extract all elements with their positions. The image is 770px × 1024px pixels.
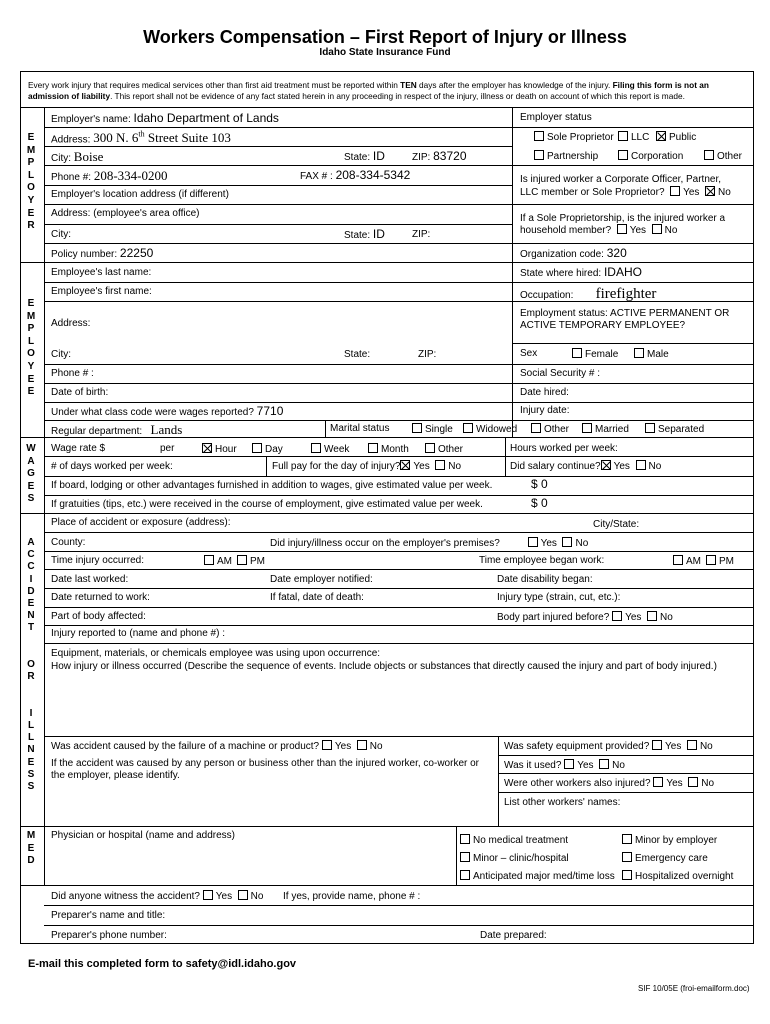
date-last-worked-field[interactable]: Date last worked: — [51, 574, 129, 585]
month-checkbox[interactable]: Month — [368, 443, 409, 455]
household-question: If a Sole Proprietorship, is the injured worker a — [520, 213, 726, 224]
marital-status-label: Marital status — [330, 423, 390, 434]
employer-state-field[interactable]: State: ID — [344, 149, 385, 163]
hours-per-week-field[interactable]: Hours worked per week: — [510, 443, 618, 454]
injury-date-field[interactable]: Injury date: — [520, 405, 570, 416]
employer-status-heading: Employer status — [520, 112, 592, 123]
state-hired-field[interactable]: State where hired: IDAHO — [520, 265, 642, 279]
policy-number-field[interactable]: Policy number: 22250 — [51, 246, 154, 260]
date-employer-notified-field[interactable]: Date employer notified: — [270, 574, 373, 585]
preparer-phone-field[interactable]: Preparer's phone number: — [51, 930, 167, 941]
county-field[interactable]: County: — [51, 537, 86, 548]
week-checkbox[interactable]: Week — [311, 443, 349, 455]
male-checkbox[interactable]: Male — [634, 348, 669, 360]
partnership-checkbox[interactable]: Partnership — [534, 150, 598, 162]
full-pay-question: Full pay for the day of injury? Yes No — [272, 461, 462, 472]
time-injury-field[interactable]: Time injury occurred: — [51, 555, 144, 566]
physician-field[interactable]: Physician or hospital (name and address) — [51, 830, 235, 841]
minor-employer-checkbox[interactable]: Minor by employer — [622, 834, 717, 846]
side-label-wages: W A G E S — [26, 443, 36, 505]
widowed-checkbox[interactable]: Widowed — [463, 423, 517, 435]
time-began-pm-checkbox[interactable]: PM — [706, 555, 734, 567]
employee-state-field[interactable]: State: — [344, 349, 371, 360]
hospitalized-checkbox[interactable]: Hospitalized overnight — [622, 870, 733, 882]
minor-clinic-checkbox[interactable]: Minor – clinic/hospital — [460, 852, 569, 864]
email-instruction: E-mail this completed form to safety@idl.idaho.gov — [28, 958, 297, 970]
employment-status-question: Employment status: ACTIVE PERMANENT OR — [520, 308, 730, 319]
organization-code-field[interactable]: Organization code: 320 — [520, 246, 627, 260]
board-lodging-label: If board, lodging or other advantages furnished in addition to wages, give estimated value per week. — [51, 480, 493, 491]
city-state-field[interactable]: City/State: — [593, 519, 640, 530]
premises-question: Did injury/illness occur on the employer's premises? Yes No — [270, 538, 589, 549]
body-part-before-question: Body part injured before? Yes No — [497, 612, 673, 623]
employer-city2-field[interactable]: City: — [51, 229, 71, 240]
form-subtitle: Idaho State Insurance Fund — [319, 47, 451, 58]
anticipated-major-checkbox[interactable]: Anticipated major med/time loss — [460, 870, 615, 882]
body-part-field[interactable]: Part of body affected: — [51, 611, 146, 622]
date-of-birth-field[interactable]: Date of birth: — [51, 387, 109, 398]
side-label-med: M E D — [26, 830, 36, 867]
employee-zip-field[interactable]: ZIP: — [418, 349, 437, 360]
employee-last-name-field[interactable]: Employee's last name: — [51, 267, 152, 278]
emergency-care-checkbox[interactable]: Emergency care — [622, 852, 708, 864]
how-occurred-field[interactable]: How injury or illness occurred (Describe the sequence of events. Include objects or substances that directly caused the injury and part of body injured.) — [51, 661, 717, 672]
date-hired-field[interactable]: Date hired: — [520, 387, 569, 398]
employer-zip2-field[interactable]: ZIP: — [412, 229, 431, 240]
machine-failure-question: Was accident caused by the failure of a machine or product? Yes No — [51, 741, 383, 752]
wage-other-checkbox[interactable]: Other — [425, 443, 463, 455]
household-question-line2: household member? Yes No — [520, 225, 678, 236]
gratuities-value[interactable]: $ 0 — [531, 496, 548, 510]
sole-proprietor-checkbox[interactable]: Sole Proprietor — [534, 131, 614, 143]
no-treatment-checkbox[interactable]: No medical treatment — [460, 834, 568, 846]
date-of-death-field[interactable]: If fatal, date of death: — [270, 592, 364, 603]
preparer-name-field[interactable]: Preparer's name and title: — [51, 910, 166, 921]
female-checkbox[interactable]: Female — [572, 348, 618, 360]
caused-by-question: If the accident was caused by any person or business other than the injured worker, co-worker or — [51, 758, 480, 769]
day-checkbox[interactable]: Day — [252, 443, 283, 455]
equipment-field[interactable]: Equipment, materials, or chemicals employee was using upon occurrence: — [51, 648, 381, 659]
officer-question-line2: LLC member or Sole Proprietor? Yes No — [520, 187, 731, 198]
time-began-field[interactable]: Time employee began work: — [479, 555, 605, 566]
time-injury-pm-checkbox[interactable]: PM — [237, 555, 265, 567]
form-id: SIF 10/05E (froi-emailform.doc) — [638, 984, 750, 993]
time-injury-am-checkbox[interactable]: AM — [204, 555, 232, 567]
employer-address-field[interactable]: Address: 300 N. 6th Street Suite 103 — [51, 130, 231, 146]
llc-checkbox[interactable]: LLC — [618, 131, 649, 143]
employer-location-label: Employer's location address (if different) — [51, 189, 229, 200]
public-checkbox[interactable]: Public — [656, 131, 696, 143]
other-workers-names-field[interactable]: List other workers' names: — [504, 797, 621, 808]
date-returned-field[interactable]: Date returned to work: — [51, 592, 150, 603]
employment-status-question-line2: ACTIVE TEMPORARY EMPLOYEE? — [520, 320, 686, 331]
regular-department-field[interactable]: Regular department: Lands — [51, 422, 183, 437]
gratuities-label: If gratuities (tips, etc.) were received in the course of employment, give estimated value per week. — [51, 499, 483, 510]
other-workers-question: Were other workers also injured? Yes No — [504, 778, 715, 789]
employee-first-name-field[interactable]: Employee's first name: — [51, 286, 152, 297]
safety-used-question: Was it used? Yes No — [504, 760, 625, 771]
form-title: Workers Compensation – First Report of Injury or Illness — [143, 27, 627, 47]
date-prepared-field[interactable]: Date prepared: — [480, 930, 547, 941]
days-per-week-field[interactable]: # of days worked per week: — [51, 461, 173, 472]
witness-provide-field[interactable]: If yes, provide name, phone # : — [283, 891, 421, 902]
single-checkbox[interactable]: Single — [412, 423, 453, 435]
employee-city-field[interactable]: City: — [51, 349, 71, 360]
board-lodging-value[interactable]: $ 0 — [531, 477, 548, 491]
date-disability-field[interactable]: Date disability began: — [497, 574, 593, 585]
injury-type-field[interactable]: Injury type (strain, cut, etc.): — [497, 592, 621, 603]
marital-other-checkbox[interactable]: Other — [531, 423, 569, 435]
side-label-employee: E M P L O Y E E — [26, 298, 36, 398]
witness-question: Did anyone witness the accident? Yes No — [51, 891, 264, 902]
social-security-field[interactable]: Social Security # : — [520, 368, 601, 379]
notice-text: Every work injury that requires medical services other than first aid treatment must be reported within TEN days after the employer has knowledge of the injury. Filing this form is not an admission of liability. This report shall not be evidence of any fact stated herein in any proceeding in respect of the injury, illness or death on account of which this report is made. — [28, 80, 709, 101]
side-label-accident-or-illness: A C C I D E N T O R I L L N E S S — [27, 537, 35, 793]
salary-continue-question: Did salary continue? Yes No — [510, 461, 662, 472]
hour-checkbox[interactable]: Hour — [202, 443, 237, 455]
side-label-employer: E M P L O Y E R — [26, 132, 36, 232]
place-of-accident-field[interactable]: Place of accident or exposure (address): — [51, 517, 231, 528]
other-status-checkbox[interactable]: Other — [704, 150, 742, 162]
separated-checkbox[interactable]: Separated — [645, 423, 704, 435]
employee-address-field[interactable]: Address: — [51, 318, 91, 329]
wage-per-label: per — [160, 443, 175, 454]
class-code-field[interactable]: Under what class code were wages reported? 7710 — [51, 404, 284, 418]
sex-label: Sex — [520, 348, 538, 359]
time-began-am-checkbox[interactable]: AM — [673, 555, 701, 567]
employee-phone-field[interactable]: Phone # : — [51, 368, 94, 379]
employer-address2-field[interactable]: Address: (employee's area office) — [51, 208, 200, 219]
employer-phone-field[interactable]: Phone #: 208-334-0200 — [51, 168, 168, 183]
married-checkbox[interactable]: Married — [582, 423, 629, 435]
corporation-checkbox[interactable]: Corporation — [618, 150, 683, 162]
employer-city-field[interactable]: City: Boise — [51, 149, 104, 164]
safety-equipment-question: Was safety equipment provided? Yes No — [504, 741, 713, 752]
caused-by-question-line2: the employer, please identify. — [51, 770, 180, 781]
wage-rate-field[interactable]: Wage rate $ — [51, 443, 106, 454]
officer-question: Is injured worker a Corporate Officer, Partner, — [520, 174, 722, 185]
employer-zip-field[interactable]: ZIP: 83720 — [412, 149, 467, 163]
employer-state2-field[interactable]: State: ID — [344, 227, 385, 241]
employer-fax-field[interactable]: FAX # : 208-334-5342 — [300, 168, 411, 182]
occupation-field[interactable]: Occupation: firefighter — [520, 286, 657, 302]
injury-reported-to-field[interactable]: Injury reported to (name and phone #) : — [51, 628, 225, 639]
employer-name-field[interactable]: Employer's name: Idaho Department of Lands — [51, 111, 279, 125]
